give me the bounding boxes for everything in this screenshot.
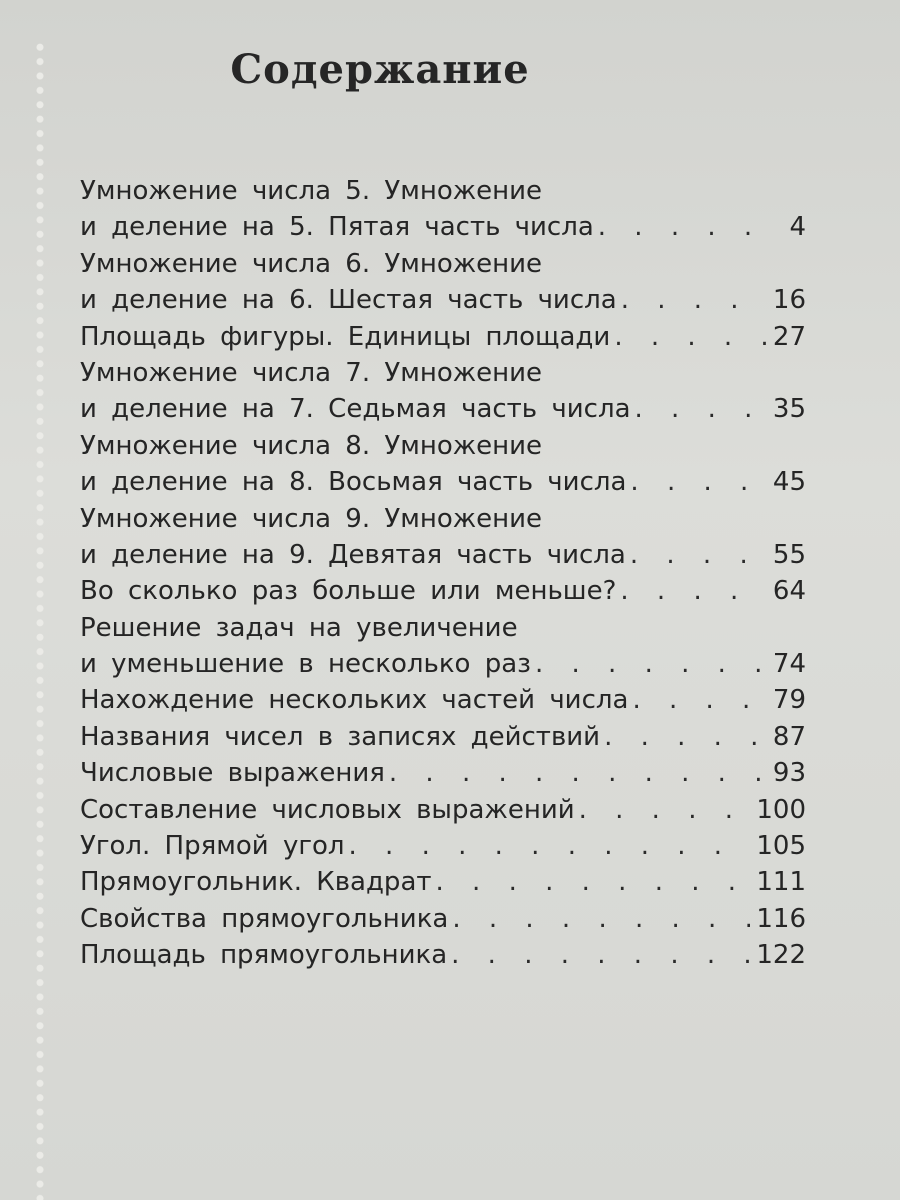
toc-entry bbox=[80, 246, 806, 319]
toc-line bbox=[80, 864, 806, 900]
toc-line bbox=[80, 355, 806, 391]
table-of-contents bbox=[80, 173, 806, 974]
toc-entry bbox=[80, 682, 806, 718]
entry-title: Угол. Прямой угол bbox=[80, 831, 345, 862]
entry-title: и уменьшение в несколько раз bbox=[80, 649, 531, 680]
entry-title: и деление на 7. Седьмая часть числа bbox=[80, 394, 631, 425]
toc-entry bbox=[80, 755, 806, 791]
toc-line bbox=[80, 901, 806, 937]
toc-line bbox=[80, 173, 806, 209]
toc-line bbox=[80, 573, 806, 609]
toc-line bbox=[80, 501, 806, 537]
toc-entry bbox=[80, 719, 806, 755]
page-number: 74 bbox=[772, 649, 806, 680]
page-number: 35 bbox=[772, 394, 806, 425]
entry-title: и деление на 6. Шестая часть числа bbox=[80, 285, 617, 316]
dot-leader bbox=[621, 282, 767, 318]
dot-leader bbox=[349, 828, 751, 864]
dot-leader bbox=[635, 391, 767, 427]
page-number: 4 bbox=[789, 212, 806, 243]
toc-entry bbox=[80, 828, 806, 864]
page-number: 100 bbox=[756, 794, 806, 825]
toc-line bbox=[80, 391, 806, 427]
page-number: 93 bbox=[772, 758, 806, 789]
toc-line bbox=[80, 682, 806, 718]
page-number: 111 bbox=[756, 867, 806, 898]
toc-line bbox=[80, 246, 806, 282]
toc-line bbox=[80, 937, 806, 973]
toc-entry bbox=[80, 610, 806, 683]
toc-line bbox=[80, 537, 806, 573]
entry-title: Составление числовых выражений bbox=[80, 794, 575, 825]
entry-title: Умножение числа 9. Умножение bbox=[80, 503, 543, 534]
page-number: 45 bbox=[772, 467, 806, 498]
page-number: 116 bbox=[756, 903, 806, 934]
toc-entry bbox=[80, 428, 806, 501]
entry-title: Умножение числа 6. Умножение bbox=[80, 248, 543, 279]
toc-entry bbox=[80, 901, 806, 937]
dot-leader bbox=[630, 464, 766, 500]
dot-leader bbox=[620, 573, 767, 609]
entry-title: Умножение числа 8. Умножение bbox=[80, 430, 543, 461]
entry-title: и деление на 5. Пятая часть числа bbox=[80, 212, 594, 243]
dot-leader bbox=[604, 719, 767, 755]
entry-title: и деление на 9. Девятая часть числа bbox=[80, 539, 626, 570]
entry-title: Площадь фигуры. Единицы площади bbox=[80, 321, 611, 352]
entry-title: Числовые выражения bbox=[80, 758, 385, 789]
toc-entry bbox=[80, 864, 806, 900]
page-number: 122 bbox=[756, 940, 806, 971]
perforated-edge bbox=[34, 40, 46, 1200]
toc-entry bbox=[80, 573, 806, 609]
entry-title: Свойства прямоугольника bbox=[80, 903, 449, 934]
page-number: 79 bbox=[772, 685, 806, 716]
page-number: 16 bbox=[772, 285, 806, 316]
dot-leader bbox=[436, 864, 751, 900]
entry-title: Площадь прямоугольника bbox=[80, 940, 448, 971]
entry-title: Прямоугольник. Квадрат bbox=[80, 867, 432, 898]
toc-entry bbox=[80, 355, 806, 428]
entry-title: Названия чисел в записях действий bbox=[80, 721, 601, 752]
toc-line bbox=[80, 610, 806, 646]
entry-title: Во сколько раз больше или меньше? bbox=[80, 576, 617, 607]
toc-entry bbox=[80, 501, 806, 574]
toc-line bbox=[80, 755, 806, 791]
toc-entry bbox=[80, 937, 806, 973]
page-number: 55 bbox=[772, 539, 806, 570]
toc-line bbox=[80, 319, 806, 355]
dot-leader bbox=[630, 537, 767, 573]
toc-entry bbox=[80, 792, 806, 828]
toc-line bbox=[80, 719, 806, 755]
dot-leader bbox=[579, 792, 751, 828]
toc-line bbox=[80, 282, 806, 318]
entry-title: Умножение числа 5. Умножение bbox=[80, 176, 543, 206]
toc-line bbox=[80, 792, 806, 828]
dot-leader bbox=[598, 209, 770, 245]
dot-leader bbox=[389, 755, 767, 791]
toc-line bbox=[80, 428, 806, 464]
toc-entry bbox=[80, 319, 806, 355]
entry-title: и деление на 8. Восьмая часть числа bbox=[80, 467, 627, 498]
dot-leader bbox=[632, 682, 766, 718]
page-number: 64 bbox=[772, 576, 806, 607]
toc-line bbox=[80, 209, 806, 245]
toc-line bbox=[80, 828, 806, 864]
entry-title: Решение задач на увеличение bbox=[80, 612, 518, 643]
page-title: Содержание bbox=[230, 46, 530, 93]
dot-leader bbox=[452, 901, 750, 937]
toc-line bbox=[80, 646, 806, 682]
entry-title: Умножение числа 7. Умножение bbox=[80, 357, 543, 388]
page-number: 105 bbox=[756, 831, 806, 862]
dot-leader bbox=[535, 646, 767, 682]
toc-entry bbox=[80, 173, 806, 246]
toc-line bbox=[80, 464, 806, 500]
page-number: 87 bbox=[772, 721, 806, 752]
dot-leader bbox=[614, 319, 767, 355]
dot-leader bbox=[451, 937, 750, 973]
page-number: 27 bbox=[772, 321, 806, 352]
entry-title: Нахождение нескольких частей числа bbox=[80, 685, 629, 716]
